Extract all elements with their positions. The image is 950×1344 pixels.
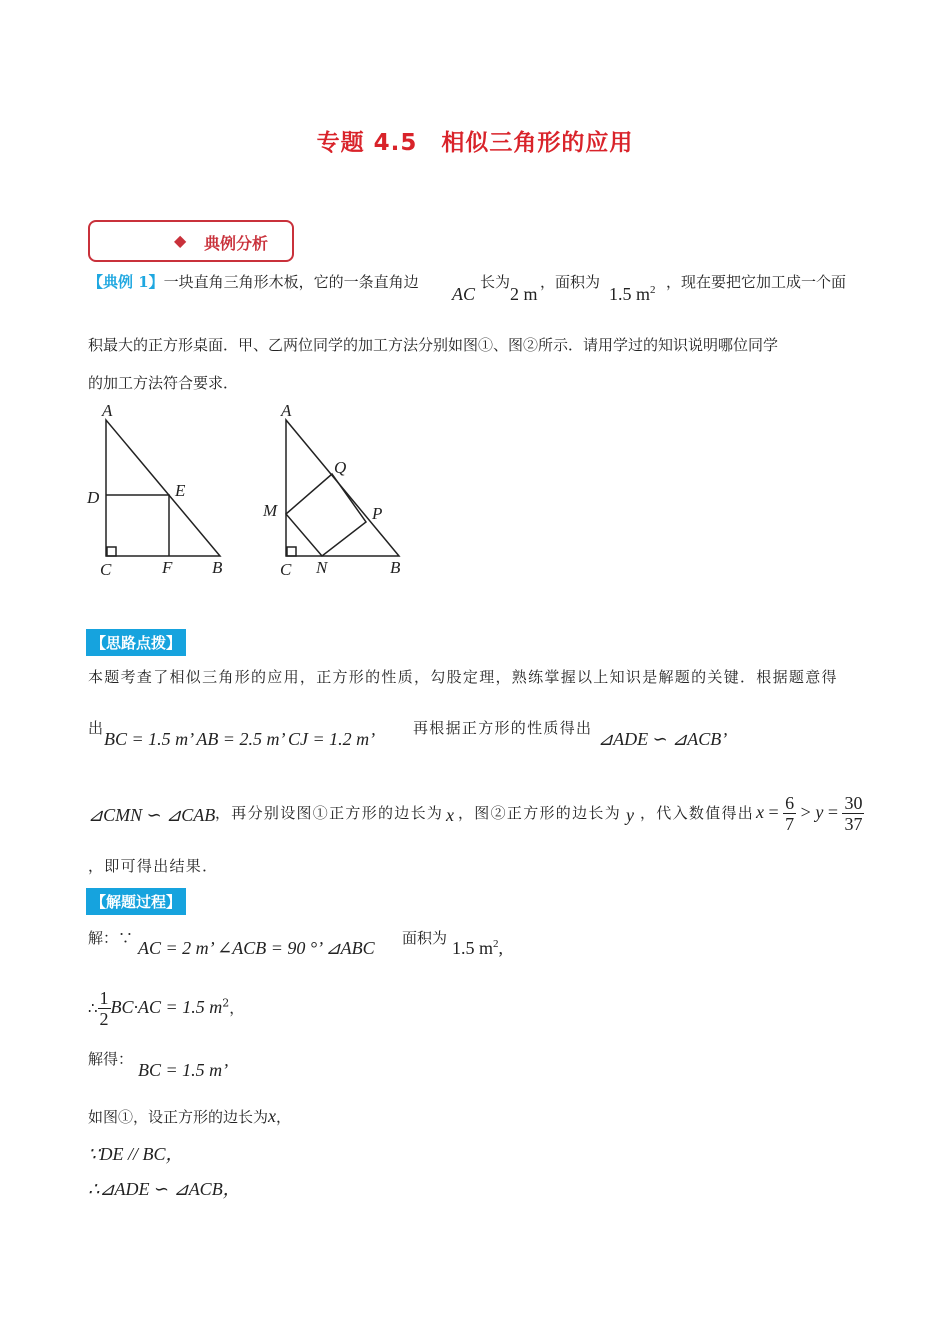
solution-bc: BC = 1.5 m’ — [138, 1060, 229, 1080]
label-m: M — [263, 501, 278, 520]
hint-lengths: BC = 1.5 m’ AB = 2.5 m’ CJ = 1.2 m’ — [104, 729, 376, 749]
figure-2 — [258, 398, 418, 583]
label-b: B — [390, 558, 401, 577]
hint-similar-2: ⊿CMN ∽ ⊿CAB — [88, 805, 216, 825]
diamond-icon: ◆ — [174, 231, 187, 250]
section-header-box — [88, 220, 294, 262]
triangle-acb — [106, 420, 220, 556]
label-c: C — [280, 560, 292, 579]
label-a: A — [281, 401, 292, 420]
hint-tag: 【思路点拨】 — [86, 629, 186, 656]
hint-inequality: x = $\frac{6}{7}$ > y = $\frac{30}{37}$ — [756, 793, 863, 834]
solution-area-equation: ∴ $\frac{1}{2}$ BC·AC = 1.5 $m^2$， — [88, 988, 245, 1029]
hint-similar-1: ⊿ADE ∽ ⊿ACB’ — [598, 729, 728, 749]
label-c: C — [100, 560, 112, 579]
label-n: N — [316, 558, 328, 577]
label-f: F — [162, 558, 173, 577]
label-d: D — [87, 488, 100, 507]
ac-symbol: AC — [452, 284, 476, 304]
example-line-1: 【典例 1】一块直角三角形木板，它的一条直角边 — [88, 273, 419, 291]
hint-line-4: ，即可得出结果． — [88, 857, 219, 875]
solution-givens: AC = 2 m’ ∠ACB = 90 °’ ⊿ABC — [138, 938, 375, 958]
label-e: E — [175, 481, 186, 500]
page-title: 专题 4.5 相似三角形的应用 — [316, 130, 634, 156]
example-tag: 【典例 1】 — [88, 273, 164, 291]
solution-tag: 【解题过程】 — [86, 888, 186, 915]
example-line-3: 的加工方法符合要求． — [88, 374, 239, 392]
solution-line-6: ∴⊿ADE ∽ ⊿ACB， — [88, 1179, 241, 1199]
label-q: Q — [334, 458, 347, 477]
label-p: P — [372, 504, 383, 523]
example-line-2: 积最大的正方形桌面．甲、乙两位同学的加工方法分别如图①、图②所示．请用学过的知识说明哪位同学 — [88, 336, 779, 354]
solution-line-5: ∵DE // BC， — [88, 1144, 184, 1164]
hint-line-1: 本题考查了相似三角形的应用，正方形的性质，勾股定理，熟练掌握以上知识是解题的关键．根据题意得 — [88, 668, 838, 686]
label-a: A — [102, 401, 113, 420]
figure-1 — [80, 398, 240, 583]
section-label: 典例分析 — [204, 234, 269, 253]
right-angle-mark — [107, 547, 116, 556]
solution-line-4: 如图①，设正方形的边长为x， — [88, 1106, 292, 1126]
right-angle-mark — [287, 547, 296, 556]
square-mqpn — [286, 474, 366, 556]
label-b: B — [212, 558, 223, 577]
